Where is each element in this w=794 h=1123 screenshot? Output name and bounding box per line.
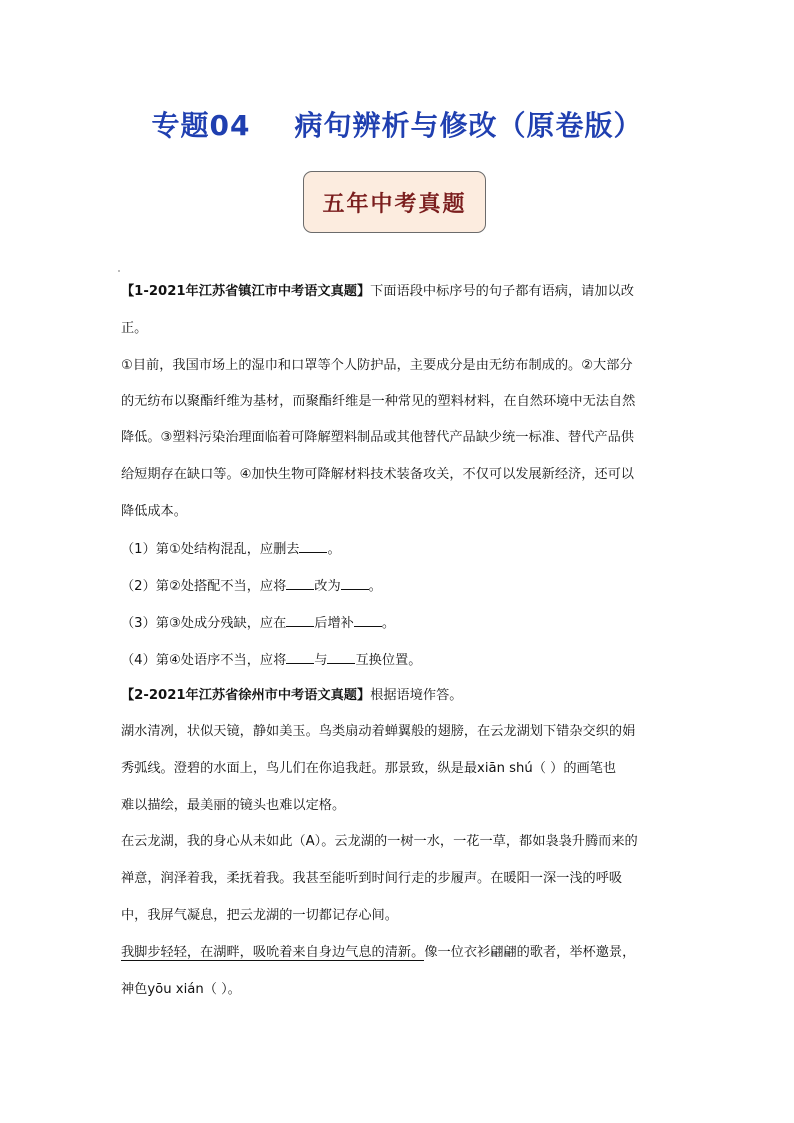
sub-text: 。 bbox=[381, 616, 396, 631]
q1-heading bbox=[121, 282, 634, 302]
sub-text: 互换位置。 bbox=[355, 653, 422, 668]
q1-passage-line: ①目前，我国市场上的湿巾和口罩等个人防护品，主要成分是由无纺布制成的。②大部分 bbox=[121, 358, 633, 373]
q1-prompt-cont: 正。 bbox=[121, 321, 148, 336]
q1-subquestion-3 bbox=[121, 613, 395, 634]
sub-text: 后增补 bbox=[314, 616, 354, 631]
page-title bbox=[0, 104, 794, 144]
sub-text: 。 bbox=[327, 542, 341, 557]
answer-blank[interactable] bbox=[286, 613, 314, 627]
q2-passage-line: 难以描绘，最美丽的镜头也难以定格。 bbox=[121, 798, 346, 813]
q2-passage-line: 在云龙湖，我的身心从未如此（A）。云龙湖的一树一水，一花一草，都如袅袅升腾而来的 bbox=[121, 834, 638, 849]
sub-text: 。 bbox=[368, 579, 382, 594]
badge-label: 五年中考真题 bbox=[322, 190, 467, 217]
answer-blank[interactable] bbox=[286, 650, 314, 664]
q1-prompt: 下面语段中标序号的句子都有语病，请加以改 bbox=[370, 284, 634, 299]
q1-passage-line: 给短期存在缺口等。④加快生物可降解材料技术装备攻关，不仅可以发展新经济，还可以 bbox=[121, 467, 634, 482]
q2-tag: 【2-2021年江苏省徐州市中考语文真题】 bbox=[121, 688, 371, 703]
q2-heading bbox=[121, 686, 462, 706]
q1-subquestion-4 bbox=[121, 650, 421, 671]
sub-text: （1）第①处结构混乱，应删去 bbox=[121, 542, 300, 557]
q1-subquestion-2 bbox=[121, 576, 382, 597]
answer-blank[interactable] bbox=[354, 613, 382, 627]
q2-passage-line: 神色yōu xián（ ）。 bbox=[121, 982, 241, 997]
answer-blank[interactable] bbox=[341, 576, 369, 590]
title-number: 专题04 bbox=[151, 109, 251, 142]
q1-passage-line: 降低成本。 bbox=[121, 504, 187, 519]
q2-passage-line: 湖水清冽，状似天镜，静如美玉。鸟类扇动着蝉翼般的翅膀，在云龙湖划下错杂交织的娟 bbox=[121, 724, 636, 739]
answer-blank[interactable] bbox=[286, 576, 314, 590]
sub-text: （4）第④处语序不当，应将 bbox=[121, 653, 287, 668]
q1-tag: 【1-2021年江苏省镇江市中考语文真题】 bbox=[121, 284, 371, 299]
q1-subquestion-1 bbox=[121, 539, 341, 560]
q2-passage-line: 秀弧线。澄碧的水面上，鸟儿们在你追我赶。那景致，纵是最xiān shú（ ）的画笔也 bbox=[121, 761, 617, 776]
q1-passage-line: 降低。③塑料污染治理面临着可降解塑料制品或其他替代产品缺少统一标准、替代产品供 bbox=[121, 430, 634, 445]
q2-prompt: 根据语境作答。 bbox=[370, 688, 463, 703]
sub-text: （2）第②处搭配不当，应将 bbox=[121, 579, 287, 594]
title-text: 病句辨析与修改（原卷版） bbox=[294, 109, 643, 142]
q2-passage-line: 中，我屏气凝息，把云龙湖的一切都记存心间。 bbox=[121, 908, 398, 923]
q2-passage-line: 禅意，润泽着我，柔抚着我。我甚至能听到时间行走的步履声。在暖阳一深一浅的呼吸 bbox=[121, 871, 623, 886]
q2-passage-line bbox=[121, 943, 635, 963]
stray-mark bbox=[118, 270, 120, 272]
underlined-sentence: 我脚步轻轻，在湖畔，吸吮着来自身边气息的清新。 bbox=[121, 945, 425, 960]
sub-text: （3）第③处成分残缺，应在 bbox=[121, 616, 287, 631]
sentence-cont: 像一位衣衫翩翩的歌者，举杯邀景， bbox=[424, 945, 636, 960]
answer-blank[interactable] bbox=[299, 539, 327, 553]
sub-text: 与 bbox=[314, 653, 328, 668]
section-badge bbox=[303, 171, 486, 233]
answer-blank[interactable] bbox=[327, 650, 355, 664]
q1-passage-line: 的无纺布以聚酯纤维为基材，而聚酯纤维是一种常见的塑料材料，在自然环境中无法自然 bbox=[121, 394, 636, 409]
sub-text: 改为 bbox=[314, 579, 341, 594]
